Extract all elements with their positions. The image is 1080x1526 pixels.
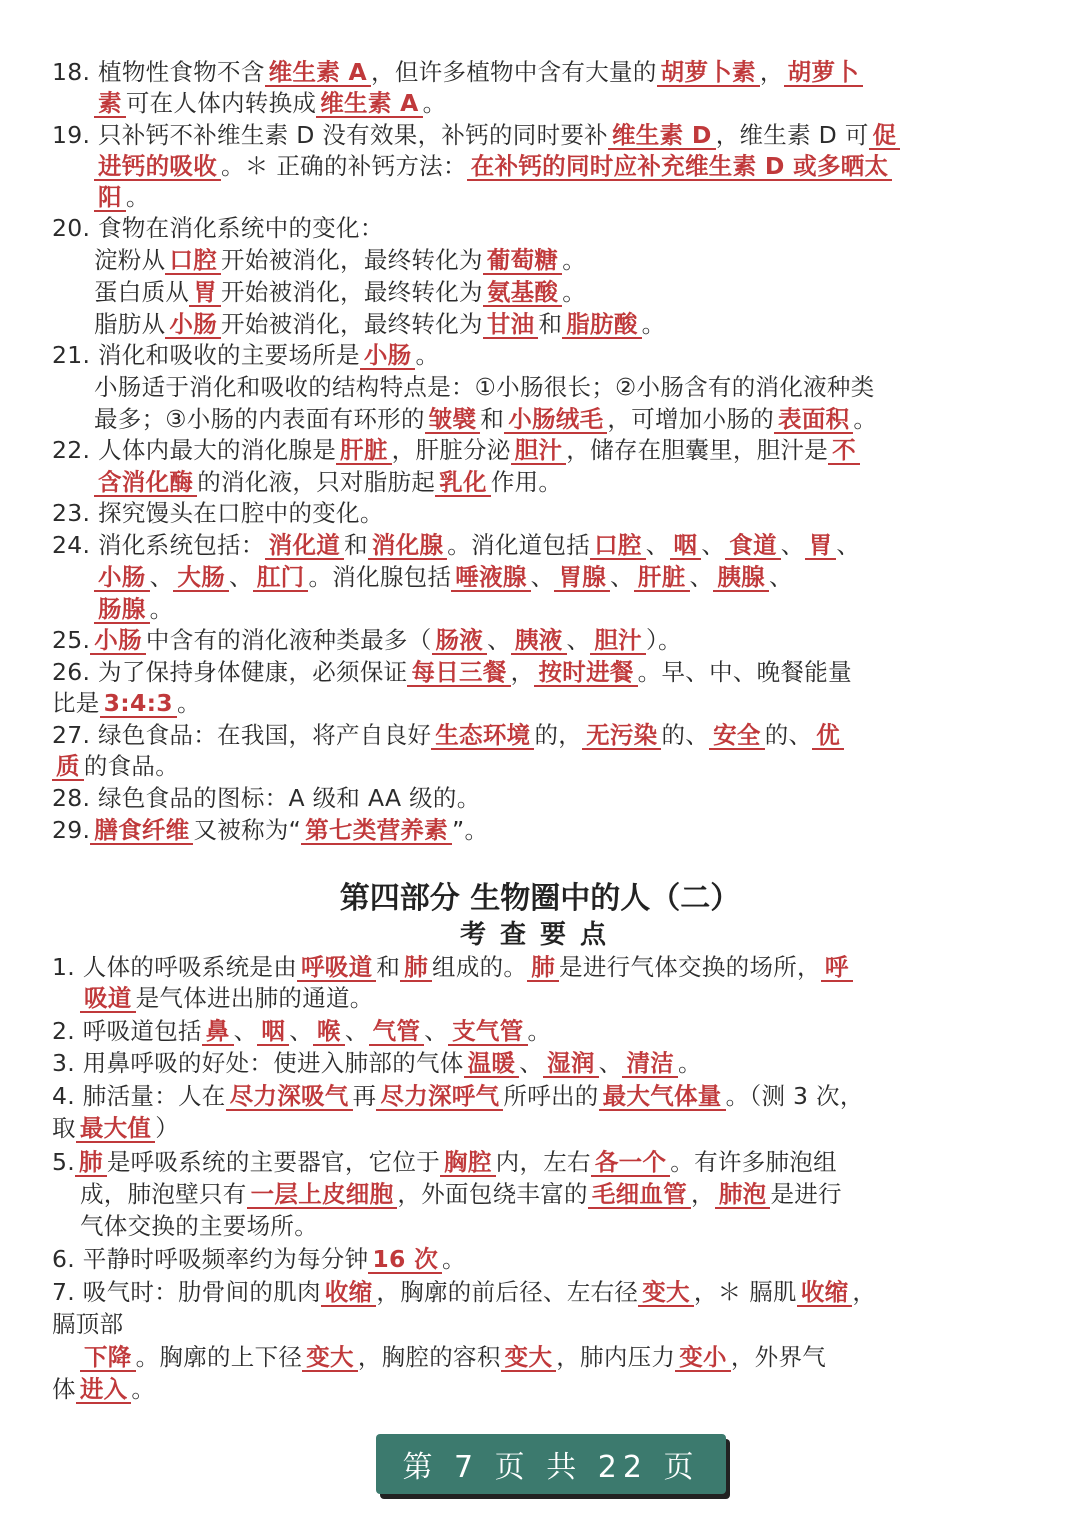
text-line [52,1081,864,1112]
line-text: 。 [641,310,666,338]
line-text: 19. 只补钙不补维生素 D 没有效果，补钙的同时要补 [52,121,608,149]
answer-blank: 脂肪酸 [562,311,641,339]
line-text: 28. 绿色食品的图标：A 级和 AA 级的。 [52,784,481,812]
line-text: 的、 [764,721,813,749]
text-line [94,404,877,435]
answer-blank: 按时进餐 [534,659,637,687]
answer-blank: 食道 [725,532,781,560]
answer-blank: 阳 [94,184,126,212]
line-text: 2. 呼吸道包括 [52,1017,202,1045]
line-text: ， [510,658,535,686]
line-text: ，胸腔的容积 [357,1343,501,1371]
answer-blank: 变大 [638,1279,694,1307]
answer-blank: 胰液 [511,627,567,655]
text-line [52,1244,466,1275]
answer-blank: 鼻 [202,1018,234,1046]
answer-blank: 优 [812,722,844,750]
text-line [80,1179,842,1210]
answer-blank: 含消化酶 [94,469,197,497]
answer-blank: 温暖 [464,1050,520,1078]
line-text: 再 [352,1082,377,1110]
answer-blank: 小肠 [360,342,416,370]
line-text: 。早、中、晚餐能量 [637,658,852,686]
line-text: 。 [415,341,440,369]
line-text: 。 [678,1049,702,1077]
text-line [52,498,384,529]
answer-blank: 消化腺 [368,532,447,560]
line-text: 的食品。 [83,752,180,780]
line-text: 27. 绿色食品：在我国，将产自良好 [52,721,432,749]
text-line [94,594,173,625]
line-text: 开始被消化，最终转化为 [221,310,483,338]
line-text: 是气体进出肺的通道。 [135,984,374,1012]
answer-blank: 咽 [670,532,702,560]
answer-blank: 维生素 D [608,122,716,150]
answer-blank: 肺 [400,954,432,982]
text-line [52,625,682,656]
answer-blank: 无污染 [582,722,661,750]
answer-blank: 尽力深呼气 [376,1083,503,1111]
answer-blank: 16 次 [368,1246,442,1274]
line-text: 、 [780,531,805,559]
line-text: 组成的。 [432,953,528,981]
text-line [80,1211,318,1242]
line-text: 气体交换的主要场所。 [80,1212,318,1240]
answer-blank: 胆汁 [590,627,646,655]
line-text: 是进行气体交换的场所， [559,953,821,981]
line-text: 、 [598,1049,623,1077]
line-text: 3. 用鼻呼吸的好处：使进入肺部的气体 [52,1049,464,1077]
line-text: 成，肺泡壁只有 [80,1180,247,1208]
line-text: ，维生素 D 可 [715,121,869,149]
text-line [52,688,201,719]
answer-blank: 胡萝卜素 [657,59,760,87]
line-text: 23. 探究馒头在口腔中的变化。 [52,499,384,527]
answer-blank: 湿润 [543,1050,599,1078]
line-text: 比是 [52,689,100,717]
line-text: 中含有的消化液种类最多（ [145,626,432,654]
answer-blank: 口腔 [165,247,221,275]
line-text: 是进行 [770,1180,842,1208]
text-line [52,435,860,466]
line-text: 。有许多肺泡组 [670,1148,837,1176]
answer-blank: 乳化 [435,469,491,497]
line-text: 1. 人体的呼吸系统是由 [52,953,297,981]
section-subtitle: 考查要点 [459,920,620,950]
line-text: 、 [530,563,555,591]
answer-blank: 小肠 [94,564,150,592]
line-text: 内，左右 [495,1148,591,1176]
line-text: 的消化液，只对脂肪起 [197,468,436,496]
line-text: 、 [233,1017,258,1045]
answer-blank: 喉 [313,1018,345,1046]
answer-blank: 表面积 [774,406,853,434]
line-text: ，但许多植物中含有大量的 [371,58,657,86]
text-line [52,57,863,88]
line-text: ，储存在胆囊里，胆汁是 [566,436,829,464]
line-text: 膈顶部 [52,1310,124,1338]
line-text: 、 [487,626,511,654]
answer-blank: 气管 [369,1018,425,1046]
answer-blank: 3:4:3 [100,690,177,718]
line-text: 、 [424,1017,449,1045]
answer-blank: 口腔 [590,532,646,560]
answer-blank: 肠液 [432,627,488,655]
text-line [94,182,150,213]
text-line [52,751,179,782]
text-line [94,88,446,119]
line-text: 。 [422,89,447,117]
line-text: 体 [52,1375,76,1403]
answer-blank: 肝脏 [336,437,392,465]
line-text: 。 [562,278,587,306]
line-text: ，胸廓的前后径、左右径 [376,1278,639,1306]
line-text: 、 [289,1017,314,1045]
line-text: 29. [52,816,91,844]
line-text: 。 [125,183,150,211]
text-line [52,1016,551,1047]
line-text: 24. 消化系统包括： [52,531,265,559]
line-text: 、 [149,563,174,591]
line-text: 。胸廓的上下径 [135,1343,303,1371]
text-line [80,1342,826,1373]
line-text: 小肠适于消化和吸收的结构特点是：①小肠很长；②小肠含有的消化液种类 [94,373,875,401]
line-text: ，＊ 膈肌 [693,1278,797,1306]
text-line [94,372,875,403]
line-text: 。 [562,246,587,274]
line-text: ） [155,1114,180,1142]
line-text: 的、 [661,721,710,749]
answer-blank: 肠腺 [94,596,150,624]
answer-blank: 肺 [75,1149,107,1177]
text-line [52,720,844,751]
line-text: 和 [344,531,368,559]
answer-blank: 素 [94,90,126,118]
line-text: 5. [52,1148,76,1176]
line-text: 又被称为“ [193,816,302,844]
line-text: ）。 [645,626,682,654]
answer-blank: 进入 [76,1376,132,1404]
answer-blank: 呼吸道 [297,954,376,982]
answer-blank: 质 [52,753,84,781]
page-label: 第 7 页 共 22 页 [402,1450,700,1485]
answer-blank: 膳食纤维 [90,817,193,845]
line-text: 蛋白质从 [94,278,190,306]
line-text: 。 [176,689,201,717]
text-line [52,657,852,688]
answer-blank: 变大 [501,1344,557,1372]
line-text: 取 [52,1114,76,1142]
line-text: 7. 吸气时：肋骨间的肌肉 [52,1278,321,1306]
line-text: 开始被消化，最终转化为 [221,278,483,306]
line-text: 脂肪从 [94,310,166,338]
section-title: 第四部分 生物圈中的人（二） [339,881,741,916]
answer-blank: 支气管 [448,1018,527,1046]
answer-blank: 胃腺 [554,564,610,592]
answer-blank: 每日三餐 [407,659,510,687]
page-indicator [376,1434,726,1494]
text-line [52,213,384,244]
line-text: 是呼吸系统的主要器官，它位于 [106,1148,441,1176]
answer-blank: 胃 [805,532,837,560]
line-text: 最多；③小肠的内表面有环形的 [94,405,425,433]
line-text: 、 [701,531,726,559]
line-text: 开始被消化，最终转化为 [221,246,483,274]
line-text: ， [691,1180,715,1208]
line-text: 和 [376,953,401,981]
line-text: 。 [527,1017,552,1045]
answer-blank: 消化道 [265,532,344,560]
line-text: ，肺内压力 [556,1343,676,1371]
answer-blank: 吸道 [80,985,136,1013]
line-text: 。 [149,595,174,623]
line-text: ， [759,58,784,86]
text-line [52,1147,837,1178]
answer-blank: 变大 [302,1344,358,1372]
answer-blank: 小肠 [165,311,221,339]
text-line [94,245,586,276]
answer-blank: 胰腺 [713,564,769,592]
answer-blank: 最大气体量 [599,1083,726,1111]
line-text: 可在人体内转换成 [125,89,317,117]
answer-blank: 维生素 A [265,59,371,87]
answer-blank: 收缩 [797,1279,853,1307]
answer-blank: 肛门 [253,564,309,592]
answer-blank: 葡萄糖 [483,247,562,275]
line-text: 、 [836,531,861,559]
line-text: 、 [566,626,591,654]
answer-blank: 清洁 [622,1050,678,1078]
answer-blank: 胆汁 [511,437,567,465]
text-line [52,1277,876,1308]
line-text: 、 [610,563,634,591]
line-text: ，可增加小肠的 [607,405,775,433]
answer-blank: 肺 [527,954,559,982]
line-text: 。（测 3 次， [725,1082,864,1110]
line-text: ， [852,1278,877,1306]
line-text: 所呼出的 [503,1082,599,1110]
text-line [52,530,860,561]
line-text: 。 [131,1375,156,1403]
answer-blank: 进钙的吸收 [94,153,221,181]
line-text: 、 [519,1049,544,1077]
answer-blank: 唾液腺 [451,564,530,592]
line-text: 6. 平静时呼吸频率约为每分钟 [52,1245,369,1273]
text-line [80,983,374,1014]
answer-blank: 肝脏 [634,564,690,592]
answer-blank: 小肠 [90,627,146,655]
answer-blank: 大肠 [173,564,229,592]
line-text: 、 [689,563,714,591]
answer-blank: 氨基酸 [483,279,562,307]
answer-blank: 毛细血管 [588,1181,691,1209]
line-text: 。 [853,405,878,433]
text-line [52,120,900,151]
line-text: 21. 消化和吸收的主要场所是 [52,341,360,369]
line-text: 。 [442,1245,466,1273]
line-text: 的， [534,721,583,749]
text-line [94,562,793,593]
line-text: ，肝脏分泌 [391,436,511,464]
text-line [52,1113,179,1144]
line-text: 22. 人体内最大的消化腺是 [52,436,337,464]
text-line [94,277,586,308]
answer-blank: 各一个 [591,1149,670,1177]
answer-blank: 收缩 [321,1279,377,1307]
answer-blank: 不 [828,437,860,465]
line-text: 。消化道包括 [447,531,591,559]
answer-blank: 胡萝卜 [784,59,863,87]
line-text: 、 [229,563,253,591]
line-text: 、 [344,1017,369,1045]
line-text: 。消化腺包括 [308,563,452,591]
text-line [52,1309,123,1340]
line-text: 、 [768,563,793,591]
line-text: 、 [645,531,670,559]
answer-blank: 下降 [80,1344,136,1372]
text-line [52,815,488,846]
text-line [52,1374,155,1405]
text-line [94,467,562,498]
answer-blank: 在补钙的同时应补充维生素 D 或多晒太 [467,153,893,181]
answer-blank: 促 [869,122,901,150]
answer-blank: 变小 [675,1344,731,1372]
text-line [94,309,665,340]
line-text: 和 [538,310,563,338]
answer-blank: 胃 [189,279,221,307]
line-text: ，外面包绕丰富的 [397,1180,588,1208]
answer-blank: 生态环境 [431,722,534,750]
answer-blank: 肺泡 [715,1181,771,1209]
answer-blank: 胸腔 [440,1149,496,1177]
answer-blank: 咽 [257,1018,289,1046]
answer-blank: 皱襞 [425,406,481,434]
answer-blank: 一层上皮细胞 [247,1181,398,1209]
answer-blank: 维生素 A [316,90,422,118]
text-line [52,952,853,983]
answer-blank: 最大值 [76,1115,155,1143]
line-text: ”。 [451,816,489,844]
answer-blank: 第七类营养素 [301,817,452,845]
text-line [52,340,439,371]
answer-blank: 安全 [709,722,765,750]
answer-blank: 呼 [821,954,853,982]
text-line [52,783,481,814]
line-text: 26. 为了保持身体健康，必须保证 [52,658,408,686]
answer-blank: 小肠绒毛 [504,406,607,434]
line-text: 。＊ 正确的补钙方法： [221,152,467,180]
answer-blank: 甘油 [483,311,539,339]
text-line [94,151,892,182]
line-text: 25. [52,626,91,654]
line-text: ，外界气 [730,1343,827,1371]
line-text: 淀粉从 [94,246,166,274]
answer-blank: 尽力深吸气 [226,1083,353,1111]
text-line [52,1048,702,1079]
line-text: 4. 肺活量：人在 [52,1082,226,1110]
line-text: 20. 食物在消化系统中的变化： [52,214,384,242]
line-text: 和 [480,405,505,433]
line-text: 18. 植物性食物不含 [52,58,265,86]
line-text: 作用。 [490,468,563,496]
